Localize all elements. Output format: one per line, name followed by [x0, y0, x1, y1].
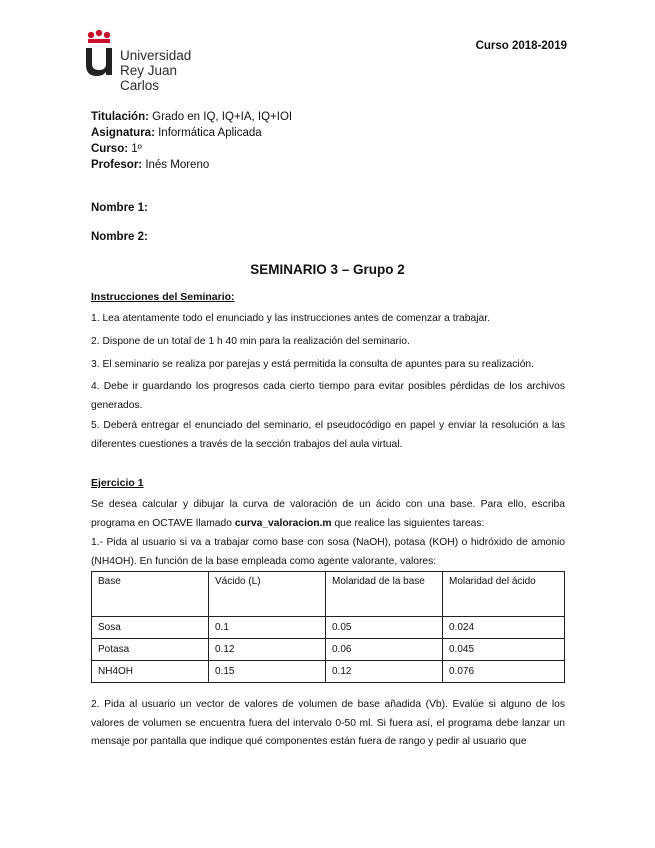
meta-titulacion-label: Titulación: — [91, 111, 149, 123]
logo-line-2: Rey Juan Carlos — [120, 63, 178, 93]
instruction-item: 5. Deberá entregar el enunciado del seminario, el pseudocódigo en papel y enviar la resolución a las diferentes cuestiones a través de la sección trabajos del aula virtual. — [91, 420, 565, 450]
instruction-item: 2. Dispone de un total de 1 h 40 min para la realización del seminario. — [91, 336, 410, 347]
table-header-cell: Molaridad de la base — [326, 572, 443, 617]
values-table — [91, 571, 565, 683]
nombre2-field: Nombre 2: — [91, 231, 148, 243]
meta-asignatura-label: Asignatura: — [91, 127, 155, 139]
table-row — [92, 661, 565, 683]
exercise1-intro — [91, 496, 565, 533]
logo-line-1: Universidad — [120, 48, 192, 63]
table-header-cell: Base — [92, 572, 209, 617]
table-cell: Sosa — [92, 617, 209, 639]
exercise1-intro-before: Se desea calcular y dibujar la curva de valoración de un ácido con una base. Para ello, escriba programa en OCTAVE llamado — [91, 499, 565, 529]
instruction-item: 1. Lea atentamente todo el enunciado y las instrucciones antes de comenzar a trabajar. — [91, 313, 490, 324]
exercise1-step2: 2. Pida al usuario un vector de valores de volumen de base añadida (Vb). Evalúe si alguno de los valores de volumen se encuentra fuera del intervalo 0-50 ml. Si fuera así, el programa debe lanzar un mensaje por pantalla que indique qué componentes están fuera de rango y pedir al usuario que — [91, 699, 565, 747]
logo-text — [120, 48, 214, 93]
meta-asignatura-value: Informática Aplicada — [154, 127, 262, 139]
table-cell: 0.1 — [209, 617, 326, 639]
table-header-cell: Molaridad del ácido — [443, 572, 565, 617]
meta-curso-label: Curso: — [91, 143, 129, 155]
table-cell: 0.05 — [326, 617, 443, 639]
table-cell: 0.024 — [443, 617, 565, 639]
meta-profesor-label: Profesor: — [91, 159, 143, 171]
table-cell: Potasa — [92, 639, 209, 661]
university-logo — [84, 30, 214, 93]
table-header-cell: Vácido (L) — [209, 572, 326, 617]
table-cell: 0.045 — [443, 639, 565, 661]
course-meta — [91, 109, 292, 173]
meta-titulacion-value: Grado en IQ, IQ+IA, IQ+IOI — [148, 111, 293, 123]
meta-titulacion — [91, 109, 292, 125]
exercise1-step1: 1.- Pida al usuario si va a trabajar como base con sosa (NaOH), potasa (KOH) o hidróxido de amonio (NH4OH). En función de la base empleada como agente valorante, valores: — [91, 537, 565, 567]
table-row — [92, 617, 565, 639]
meta-profesor-value: Inés Moreno — [142, 159, 210, 171]
table-row — [92, 639, 565, 661]
table-cell: NH4OH — [92, 661, 209, 683]
table-cell: 0.06 — [326, 639, 443, 661]
exercise1-intro-after: que realice las siguientes tareas: — [331, 517, 485, 529]
table-cell: 0.12 — [326, 661, 443, 683]
table-cell: 0.15 — [209, 661, 326, 683]
instructions-heading: Instrucciones del Seminario: — [91, 291, 235, 303]
course-year: Curso 2018-2019 — [475, 40, 567, 52]
exercise1-heading: Ejercicio 1 — [91, 477, 144, 489]
table-cell: 0.076 — [443, 661, 565, 683]
meta-curso-value: 1º — [128, 143, 142, 155]
exercise1-filename: curva_valoracion.m — [234, 517, 332, 529]
page-title: SEMINARIO 3 – Grupo 2 — [250, 262, 405, 277]
instruction-item: 3. El seminario se realiza por parejas y está permitida la consulta de apuntes para su realización. — [91, 359, 535, 370]
table-cell: 0.12 — [209, 639, 326, 661]
table-header-row — [92, 572, 565, 617]
meta-asignatura — [91, 125, 292, 141]
meta-profesor — [91, 157, 292, 173]
urjc-crown-icon — [84, 30, 116, 80]
nombre1-field: Nombre 1: — [91, 202, 148, 214]
instruction-item: 4. Debe ir guardando los progresos cada cierto tiempo para evitar posibles pérdidas de los archivos generados. — [91, 381, 565, 411]
meta-curso — [91, 141, 292, 157]
